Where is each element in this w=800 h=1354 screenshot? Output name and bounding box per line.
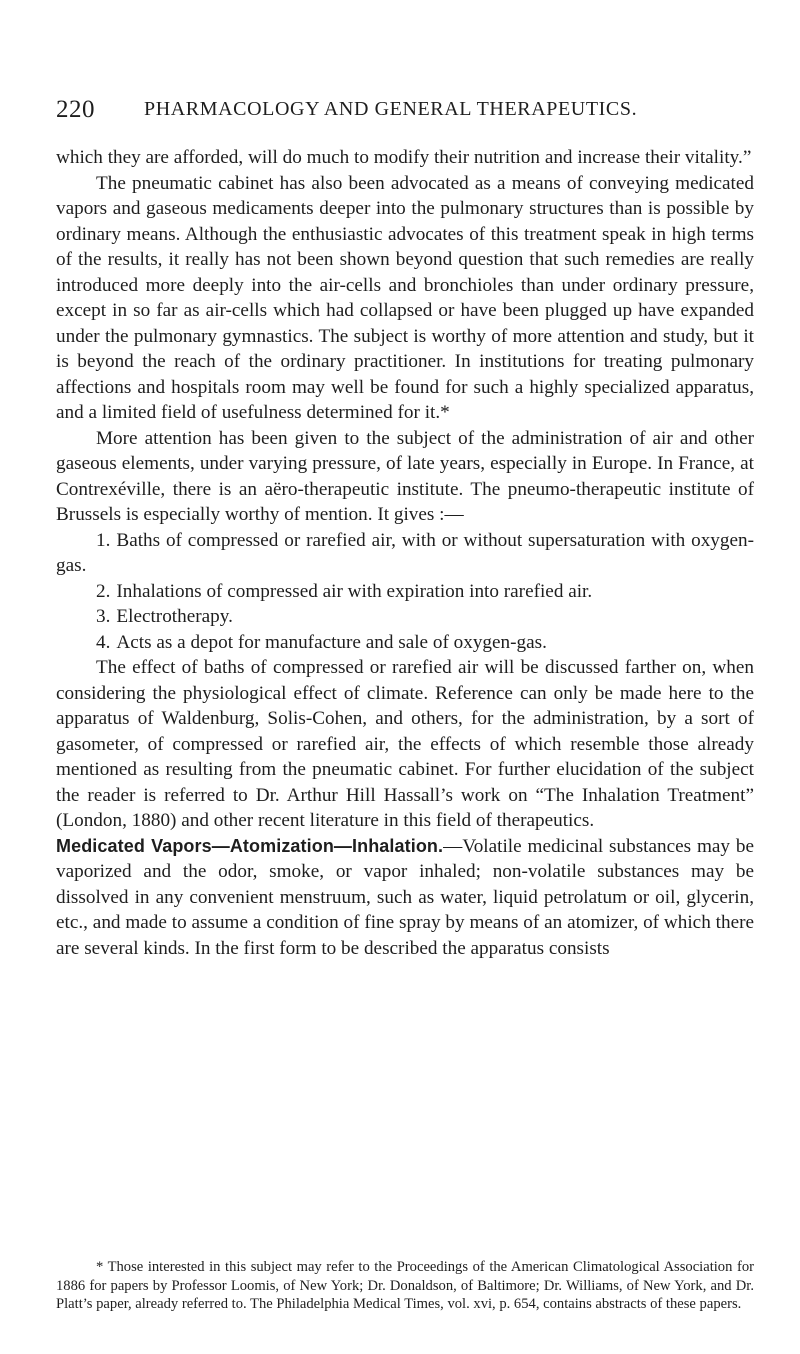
page-number: 220 [56, 96, 95, 123]
paragraph-pneumatic-cabinet: The pneumatic cabinet has also been advocated as a means of conveying medicated vapors and gaseous medicaments deeper into the pulmonary structures than is possible by ordinary means. Although the enthusiastic advocates of this treatment speak in high terms of the results, it really has not been shown beyond question that such remedies are really introduced more deeply into the air-cells and bronchioles than under ordinary pressure, except in so far as air-cells which had collapsed or have been plugged up have expanded under the pulmonary gymnastics. The subject is worthy of more attention and study, but it is beyond the reach of the ordinary practitioner. In institutions for treating pulmonary affections and hospitals room may well be found for such a highly specialized apparatus, and a limited field of usefulness determined for it.* [56, 172, 754, 423]
paragraph-medicated-vapors [56, 834, 754, 962]
paragraph-administration-of-air: More attention has been given to the subject of the administration of air and other gaseous elements, under varying pressure, of late years, especially in Europe. In France, at Contrexéville, there is an aëro-therapeutic institute. The pneumo-therapeutic institute of Brussels is especially worthy of mention. It gives :— [56, 427, 754, 525]
footnote: * Those interested in this subject may refer to the Proceedings of the American Climatological Association for 1886 for papers by Professor Loomis, of New York; Dr. Donaldson, of Baltimore; Dr. Williams, of New York, and Dr. Platt’s paper, already referred to. The Philadelphia Medical Times, vol. xvi, p. 654, contains abstracts of these papers. [56, 1259, 754, 1312]
list-item [56, 604, 754, 630]
list-text: Inhalations of compressed air with expiration into rarefied air. [116, 580, 593, 602]
section-text: —Volatile medicinal substances may be vaporized and the odor, smoke, or vapor inhaled; non-volatile substances may be dissolved in any convenient menstruum, such as water, liquid petrolatum or oil, glycerin, etc., and made to assume a condition of fine spray by means of an atomizer, of which there are several kinds. In the first form to be described the apparatus consists [56, 835, 754, 959]
institute-services-list [56, 528, 754, 656]
list-number: 3. [96, 606, 111, 627]
list-text: Electrotherapy. [116, 606, 233, 627]
page-header [56, 96, 756, 136]
list-text: Acts as a depot for manufacture and sale of oxygen-gas. [116, 631, 547, 653]
list-item [56, 630, 754, 656]
list-item [56, 579, 754, 605]
paragraph-compressed-air-baths: The effect of baths of compressed or rarefied air will be discussed farther on, when considering the physiological effect of climate. Reference can only be made here to the apparatus of Waldenburg, Solis-Cohen, and others, for the administration, by a sort of gasometer, of compressed or rarefied air, the effects of which resemble those already mentioned as resulting from the pneumatic cabinet. For further elucidation of the subject the reader is referred to Dr. Arthur Hill Hassall’s work on “The Inhalation Treatment” (London, 1880) and other recent literature in this field of therapeutics. [56, 657, 754, 831]
paragraph-continuation: which they are afforded, will do much to modify their nutrition and increase their vitality.” [56, 147, 752, 168]
section-heading: Medicated Vapors—Atomization—Inhalation. [56, 835, 444, 856]
list-text: Baths of compressed or rarefied air, with or without supersaturation with oxygen-gas. [56, 529, 754, 576]
list-number: 2. [96, 580, 111, 602]
list-number: 4. [96, 631, 111, 653]
running-head: PHARMACOLOGY AND GENERAL THERAPEUTICS. [144, 98, 638, 120]
list-number: 1. [96, 529, 111, 551]
list-item [56, 528, 754, 579]
body-text [56, 145, 754, 961]
